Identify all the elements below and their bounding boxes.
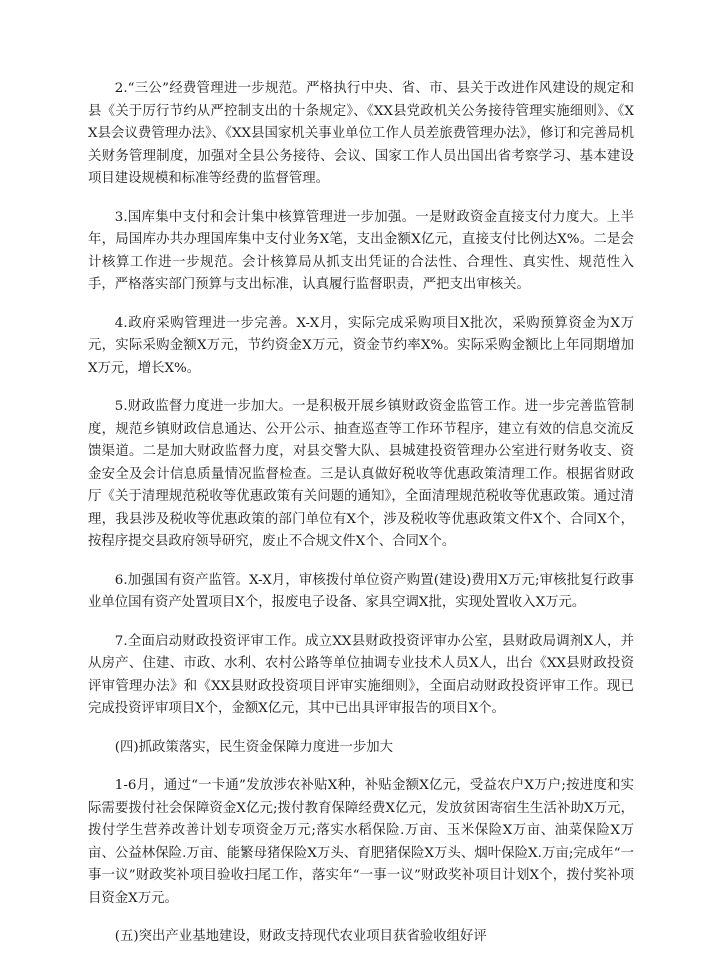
paragraph-treasury-payment: 3.国库集中支付和会计集中核算管理进一步加强。一是财政资金直接支付力度大。上半年，局国库办共办理国库集中支付业务X笔，支出金额X亿元，直接支付比例达X%。二是会计核算工作进一步规范。会计核算局从抓支出凭证的合法性、合理性、真实性、规范性入手，严格落实部门预算与支出标准，认真履行监督职责，严把支出审核关。 <box>88 209 634 292</box>
paragraph-livelihood-funds: 1-6月，通过“一卡通”发放涉农补贴X种，补贴金额X亿元，受益农户X万户;按进度和实际需要拨付社会保障资金X亿元;拨付教育保障经费X亿元，发放贫困寄宿生生活补助X万元，拨付学生营养改善计划专项资金万元;落实水稻保险.万亩、玉米保险X万亩、油菜保险X万亩、公益林保险.万亩、能繁母猪保险X万头、育肥猪保险X万头、烟叶保险X.万亩;完成年“一事一议”财政奖补项目验收扫尾工作，落实年“一事一议”财政奖补项目计划X个，拨付奖补项目资金X万元。 <box>88 778 634 906</box>
paragraph-state-assets: 6.加强国有资产监管。X-X月，审核拨付单位资产购置(建设)费用X万元;审核批复行政事业单位国有资产处置项目X个，报废电子设备、家具空调X批，实现处置收入X万元。 <box>88 572 634 610</box>
paragraph-investment-review: 7.全面启动财政投资评审工作。成立XX县财政投资评审办公室，县财政局调剂X人，并从房产、住建、市政、水利、农村公路等单位抽调专业技术人员X人，出台《XX县财政投资评审管理办法》和《XX县财政投资项目评审实施细则》，全面启动财政投资评审工作。现已完成投资评审项目X个，金额X亿元，其中已出具评审报告的项目X个。 <box>88 633 634 716</box>
section-heading-four: (四)抓政策落实，民生资金保障力度进一步加大 <box>114 739 394 755</box>
paragraph-procurement: 4.政府采购管理进一步完善。X-X月，实际完成采购项目X批次，采购预算资金为X万元，实际采购金额X万元，节约资金X万元，资金节约率X%。实际采购金额比上年同期增加X万元，增长X%。 <box>88 315 634 376</box>
paragraph-supervision: 5.财政监督力度进一步加大。一是积极开展乡镇财政资金监管工作。进一步完善监管制度，规范乡镇财政信息通达、公开公示、抽查巡查等工作环节程序，建立有效的信息交流反馈渠道。二是加大财政监督力度，对县交警大队、县城建投资管理办公室进行财务收支、资金安全及会计信息质量情况监督检查。三是认真做好税收等优惠政策清理工作。根据省财政厅《关于清理规范税收等优惠政策有关问题的通知》，全面清理规范税收等优惠政策。通过清理，我县涉及税收等优惠政策的部门单位有X个，涉及税收等优惠政策文件X个、合同X个，按程序提交县政府领导研究，废止不合规文件X个、合同X个。 <box>88 399 634 549</box>
paragraph-sangong-management: 2.“三公”经费管理进一步规范。严格执行中央、省、市、县关于改进作风建设的规定和县《关于厉行节约从严控制支出的十条规定》、《XX县党政机关公务接待管理实施细则》、《XX县会议费管理办法》、《XX县国家机关事业单位工作人员差旅费管理办法》，修订和完善局机关财务管理制度，加强对全县公务接待、会议、国家工作人员出国出省考察学习、基本建设项目建设规模和标准等经费的监督管理。 <box>88 81 634 186</box>
section-heading-five: (五)突出产业基地建设，财政支持现代农业项目获省验收组好评 <box>114 929 487 944</box>
document-page <box>88 78 634 965</box>
